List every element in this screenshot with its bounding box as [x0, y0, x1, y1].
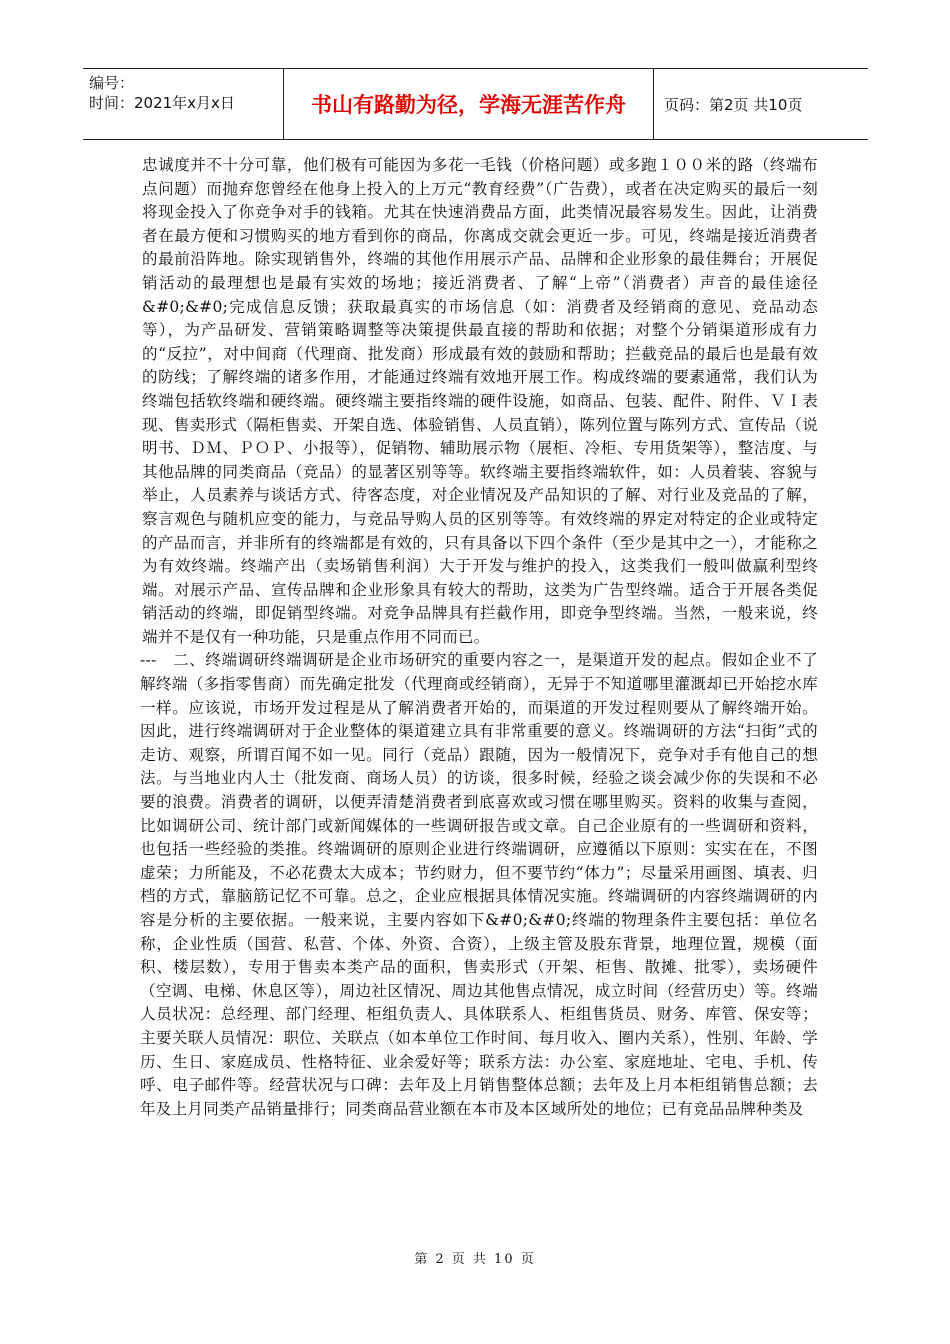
header-motto: 书山有路勤为径，学海无涯苦作舟 — [283, 69, 654, 139]
document-body — [142, 154, 818, 1121]
document-time-label: 时间：2021年x月x日 — [89, 94, 235, 112]
body-paragraph-1: 忠诚度并不十分可靠，他们极有可能因为多花一毛钱（价格问题）或多跑１００米的路（终端布点问题）而抛弃您曾经在他身上投入的上万元“教育经费”（广告费），或者在决定购买的最后一刻将现金投入了你竞争对手的钱箱。尤其在快速消费品方面，此类情况最容易发生。因此，让消费者在最方便和习惯购买的地方看到你的商品，你离成交就会更近一步。可见，终端是接近消费者的最前沿阵地。除实现销售外，终端的其他作用展示产品、品牌和企业形象的最佳舞台；开展促销活动的最理想也是最有实效的场地；接近消费者、了解“上帝”（消费者）声音的最佳途径&#0;&#0;完成信息反馈；获取最真实的市场信息（如：消费者及经销商的意见、竞品动态等），为产品研发、营销策略调整等决策提供最直接的帮助和依据；对整个分销渠道形成有力的“反拉”，对中间商（代理商、批发商）形成最有效的鼓励和帮助；拦截竞品的最后也是最有效的防线；了解终端的诸多作用，才能通过终端有效地开展工作。构成终端的要素通常，我们认为终端包括软终端和硬终端。硬终端主要指终端的硬件设施，如商品、包装、配件、附件、ＶＩ表现、售卖形式（隔柜售卖、开架自选、体验销售、人员直销），陈列位置与陈列方式、宣传品（说明书、ＤＭ、ＰＯＰ、小报等），促销物、辅助展示物（展柜、冷柜、专用货架等），整洁度、与其他品牌的同类商品（竞品）的显著区别等等。软终端主要指终端软件，如：人员着装、容貌与举止，人员素养与谈话方式、待客态度，对企业情况及产品知识的了解、对行业及竞品的了解，察言观色与随机应变的能力，与竞品导购人员的区别等等。有效终端的界定对特定的企业或特定的产品而言，并非所有的终端都是有效的，只有具备以下四个条件（至少是其中之一），才能称之为有效终端。终端产出（卖场销售利润）大于开发与维护的投入，这类我们一般叫做赢利型终端。对展示产品、宣传品牌和企业形象具有较大的帮助，这类为广告型终端。适合于开展各类促销活动的终端，即促销型终端。对竞争品牌具有拦截作用，即竞争型终端。当然，一般来说，终端并不是仅有一种功能，只是重点作用不同而已。 — [142, 156, 818, 646]
header-page-number: 页码：第2页 共10页 — [664, 95, 803, 114]
page-footer: 第 2 页 共 10 页 — [414, 1252, 536, 1267]
document-number-label: 编号： — [89, 74, 135, 92]
page-header — [83, 68, 868, 140]
body-paragraph-2: --- 二、终端调研终端调研是企业市场研究的重要内容之一，是渠道开发的起点。假如企业不了解终端（多指零售商）而先确定批发（代理商或经销商），无异于不知道哪里灌溉却已开始挖水库一样。应该说，市场开发过程是从了解消费者开始的，而渠道的开发过程则要从了解终端开始。因此，进行终端调研对于企业整体的渠道建立具有非常重要的意义。终端调研的方法“扫街”式的走访、观察，所谓百闻不如一见。同行（竞品）跟随，因为一般情况下，竞争对手有他自己的想法。与当地业内人士（批发商、商场人员）的访谈，很多时候，经验之谈会减少你的失误和不必要的浪费。消费者的调研，以便弄清楚消费者到底喜欢或习惯在哪里购买。资料的收集与查阅，比如调研公司、统计部门或新闻媒体的一些调研报告或文章。自己企业原有的一些调研和资料，也包括一些经验的类推。终端调研的原则企业进行终端调研，应遵循以下原则：实实在在，不图虚荣；力所能及，不必花费太大成本；节约财力，但不要节约“体力”；尽量采用画图、填表、归档的方式，靠脑筋记忆不可靠。总之，企业应根据具体情况实施。终端调研的内容终端调研的内容是分析的主要依据。一般来说，主要内容如下&#0;&#0;终端的物理条件主要包括：单位名称，企业性质（国营、私营、个体、外资、合资），上级主管及股东背景，地理位置，规模（面积、楼层数），专用于售卖本类产品的面积，售卖形式（开架、柜售、散摊、批零），卖场硬件（空调、电梯、休息区等），周边社区情况、周边其他售点情况，成立时间（经营历史）等。终端人员状况：总经理、部门经理、柜组负责人、具体联系人、柜组售货员、财务、库管、保安等；主要关联人员情况：职位、关联点（如本单位工作时间、每月收入、圈内关系），性别、年龄、学历、生日、家庭成员、性格特征、业余爱好等；联系方法：办公室、家庭地址、宅电、手机、传呼、电子邮件等。经营状况与口碑：去年及上月销售整体总额；去年及上月本柜组销售总额；去年及上月同类产品销量排行；同类商品营业额在本市及本区域所处的地位；已有竞品品牌种类及 — [140, 651, 818, 1118]
header-meta — [83, 69, 283, 139]
